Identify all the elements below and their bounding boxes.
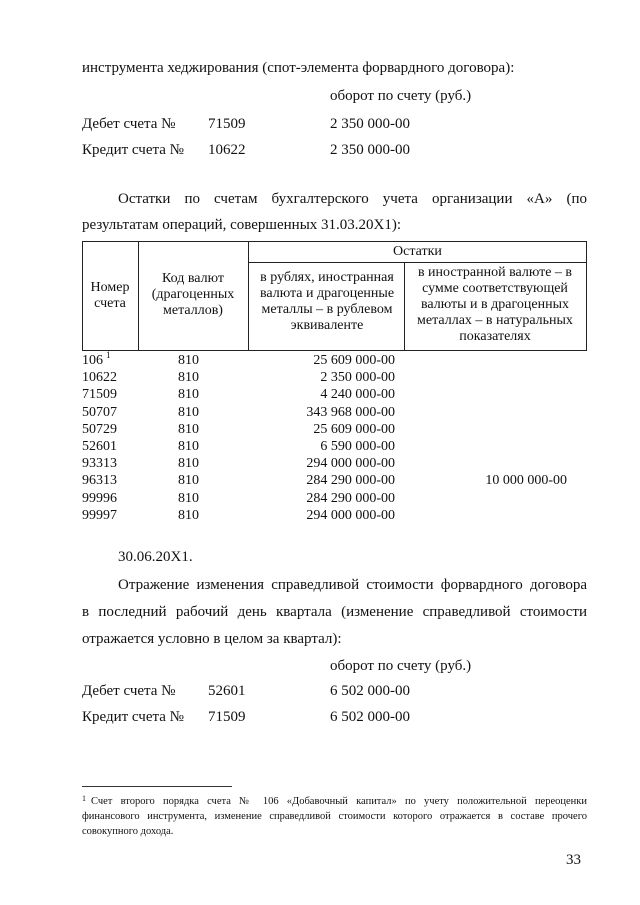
balances-paragraph-line2: результатам операций, совершенных 31.03.20X1): [82,217,402,233]
cell-currency-code: 810 [178,456,199,472]
page-number: 33 [566,852,581,868]
cell-account: 10622 [82,370,117,386]
balances-paragraph-line1: Остатки по счетам бухгалтерского учета организации «А» (по [118,191,587,207]
paragraph2-line3: отражается условно в целом за квартал): [82,631,342,647]
cell-rub-balance: 294 000 000-00 [306,456,395,472]
footnote-divider [82,786,232,787]
cell-rub-balance: 4 240 000-00 [320,387,395,403]
table-row [82,455,587,472]
footnote-line1: Счет второго порядка счета № 106 «Добавочный капитал» по учету положительной переоценки [91,796,587,807]
debit-amount: 2 350 000-00 [330,116,410,132]
cell-rub-balance: 294 000 000-00 [306,507,395,523]
debit-label: Дебет счета № [82,116,176,132]
table-row [82,507,587,524]
cell-currency-code: 810 [178,404,199,420]
credit-account: 71509 [208,709,246,725]
table-row [82,352,587,369]
cell-rub-balance: 25 609 000-00 [313,421,395,437]
credit-amount: 2 350 000-00 [330,142,410,158]
header-balances: Остатки [393,244,442,259]
credit-account: 10622 [208,142,246,158]
cell-rub-balance: 284 290 000-00 [306,473,395,489]
cell-currency-code: 810 [178,490,199,506]
cell-account: 50707 [82,404,117,420]
footnote-line3: совокупного дохода. [82,826,174,837]
cell-currency-code: 810 [178,387,199,403]
paragraph2-line1: Отражение изменения справедливой стоимости форвардного договора [118,577,587,593]
table-row [82,369,587,386]
header-currency-code: Код валют (драгоценных металлов) [151,271,235,318]
cell-currency-code: 810 [178,473,199,489]
date-line: 30.06.20X1. [118,549,193,565]
table-row [82,386,587,403]
cell-account: 99996 [82,490,117,506]
cell-account: 52601 [82,439,117,454]
cell-currency-code: 810 [178,421,199,437]
cell-rub-balance: 284 290 000-00 [306,490,395,506]
table-row [82,490,587,507]
paragraph2-line2: в последний рабочий день квартала (изменение справедливой стоимости [82,604,587,620]
cell-currency-code: 810 [178,439,199,454]
debit-account: 71509 [208,116,246,132]
cell-rub-balance: 6 590 000-00 [320,439,395,454]
credit-label: Кредит счета № [82,709,184,725]
cell-account: 96313 [82,473,117,489]
table-row [82,472,587,489]
cell-account: 99997 [82,507,117,523]
cell-currency-code: 810 [178,507,199,523]
header-foreign-balance: в иностранной валюте – в сумме соответствующей валюты и в драгоценных металлах – в натуральных показателях [417,265,573,344]
footnote-marker: 1 [82,794,86,803]
table-row [82,438,587,455]
credit-label: Кредит счета № [82,142,184,158]
debit-label: Дебет счета № [82,683,176,699]
cell-currency-code: 810 [178,370,199,386]
cell-rub-balance: 343 968 000-00 [306,404,395,420]
footnote-line2: финансового инструмента, изменение справедливой стоимости которого отражается в составе прочего [82,811,587,822]
footnote-reference: 1 [106,350,111,360]
cell-account: 106 [82,353,103,368]
cell-account: 93313 [82,456,117,472]
cell-rub-balance: 2 350 000-00 [320,370,395,386]
debit-amount: 6 502 000-00 [330,683,410,699]
cell-account: 71509 [82,387,117,403]
table-row [82,421,587,438]
cell-rub-balance: 25 609 000-00 [313,353,395,368]
header-rub-balance: в рублях, иностранная валюта и драгоценные металлы – в рублевом эквиваленте [259,270,395,333]
debit-account: 52601 [208,683,246,699]
cell-account: 50729 [82,421,117,437]
credit-amount: 6 502 000-00 [330,709,410,725]
cell-currency-code: 810 [178,353,199,368]
table-row [82,404,587,421]
paragraph-text: инструмента хеджирования (спот-элемента форвардного договора): [82,60,515,76]
header-account-number: Номер счета [90,280,130,311]
turnover-label: оборот по счету (руб.) [330,88,472,104]
cell-foreign-balance: 10 000 000-00 [485,473,567,489]
turnover-label: оборот по счету (руб.) [330,658,472,674]
